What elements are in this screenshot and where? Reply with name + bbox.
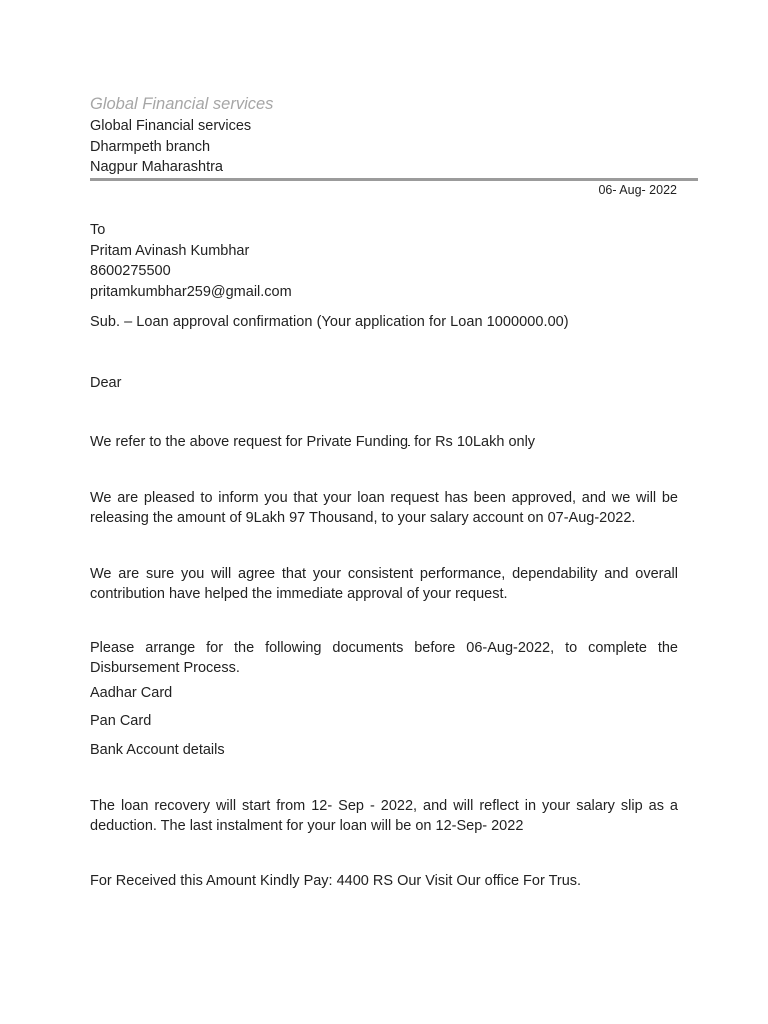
letter-date: 06- Aug- 2022 xyxy=(598,183,677,197)
paragraph-agree: We are sure you will agree that your consistent performance, dependability and overall contribution have helped the immediate approval of your request. xyxy=(90,566,678,602)
paragraph-recovery: The loan recovery will start from 12- Sep - 2022, and will reflect in your salary slip as a deduction. The last instalment for your loan will be on 12-Sep- 2022 xyxy=(90,798,678,834)
paragraph-refer xyxy=(90,432,678,452)
document-item: Bank Account details xyxy=(90,742,225,758)
address-line: Global Financial services xyxy=(90,118,252,134)
recipient-name: Pritam Avinash Kumbhar xyxy=(90,242,250,259)
paragraph-refer-part: We refer to the above request for Private Funding xyxy=(90,434,409,450)
paragraph-pay: For Received this Amount Kindly Pay: 4400 RS Our Visit Our office For Trus. xyxy=(90,873,582,889)
address-line: Nagpur Maharashtra xyxy=(90,159,223,175)
recipient-phone: 8600275500 xyxy=(90,263,171,279)
to-label: To xyxy=(90,222,106,238)
address-line: Dharmpeth branch xyxy=(90,138,211,155)
letter-subject: Sub. – Loan approval confirmation (Your application for Loan 1000000.00) xyxy=(90,314,569,330)
letterhead-brand: Global Financial services xyxy=(90,95,274,113)
salutation: Dear xyxy=(90,375,122,391)
letterhead-address xyxy=(90,116,251,178)
recipient-email: pritamkumbhar259@gmail.com xyxy=(90,283,292,300)
recipient-block xyxy=(90,220,292,302)
paragraph-arrange: Please arrange for the following documents before 06-Aug-2022, to complete the Disbursement Process. xyxy=(90,640,678,676)
document-item: Pan Card xyxy=(90,713,152,729)
paragraph-approved: We are pleased to inform you that your loan request has been approved, and we will be releasing the amount of 9Lakh 97 Thousand, to your salary account on 07-Aug-2022. xyxy=(90,490,678,526)
document-item: Aadhar Card xyxy=(90,685,173,701)
paragraph-refer-part: for Rs 10Lakh only xyxy=(410,434,536,450)
